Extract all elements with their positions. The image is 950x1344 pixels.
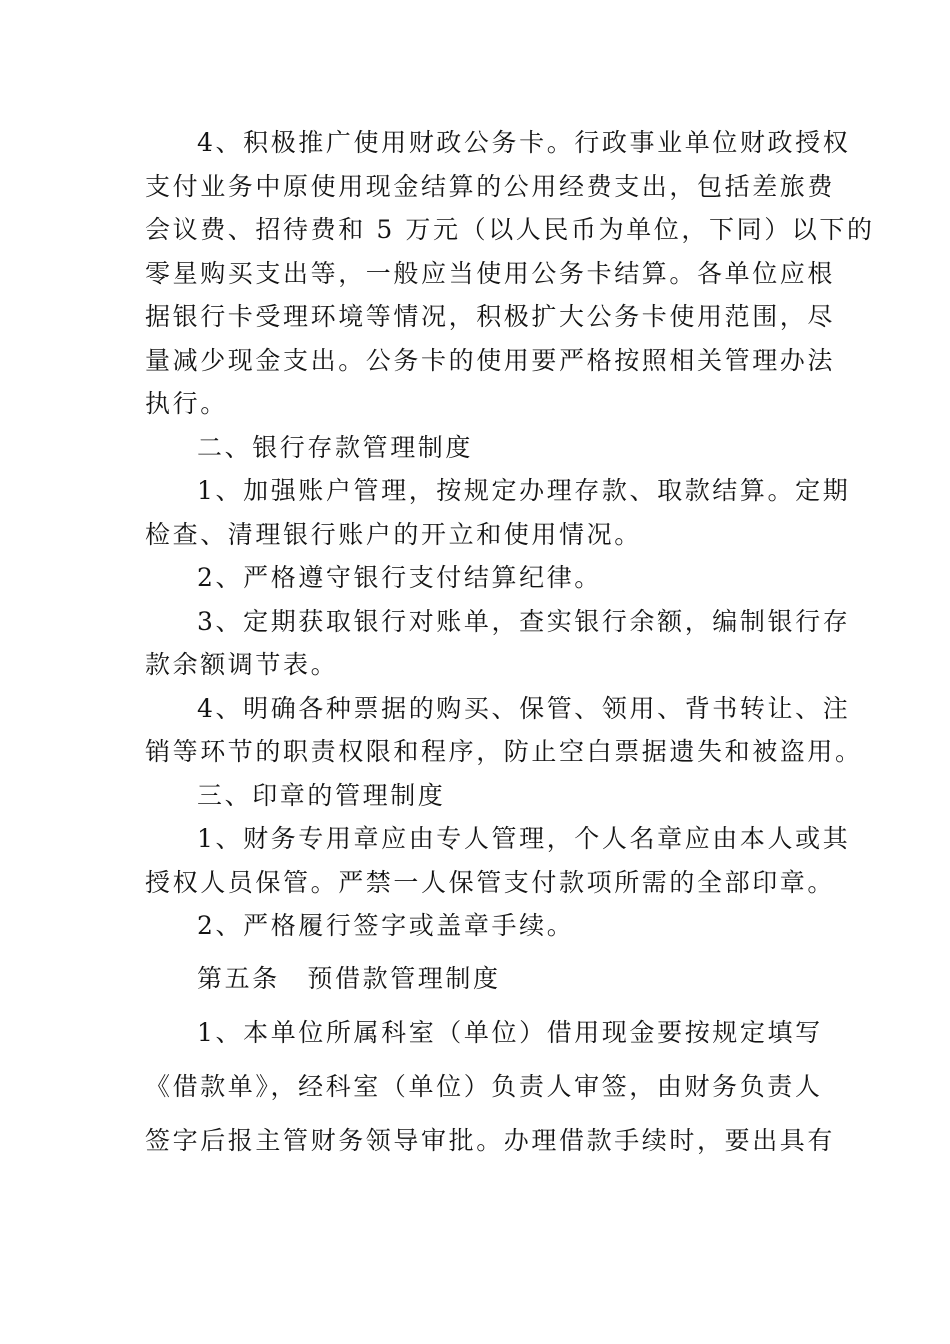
- text-line: 销等环节的职责权限和程序，防止空白票据遗失和被盗用。: [145, 737, 863, 766]
- heading-text: 二、银行存款管理制度: [197, 432, 474, 462]
- text-line: 授权人员保管。严禁一人保管支付款项所需的全部印章。: [145, 867, 836, 897]
- text-line: 检查、清理银行账户的开立和使用情况。: [145, 519, 642, 549]
- heading-text: 三、印章的管理制度: [197, 780, 446, 810]
- paragraph-loan-application: [145, 1010, 836, 1164]
- text-line: 量减少现金支出。公务卡的使用要严格按照相关管理办法: [145, 345, 836, 375]
- text-line: 1、财务专用章应由专人管理，个人名章应由本人或其: [197, 824, 851, 853]
- text-line: 1、本单位所属科室（单位）借用现金要按规定填写: [197, 1017, 823, 1047]
- text-line: 支付业务中原使用现金结算的公用经费支出，包括差旅费: [145, 171, 836, 201]
- paragraph-settlement-discipline: [145, 556, 810, 600]
- section-heading-bank-deposit: [145, 426, 810, 470]
- paragraph-account-management: [145, 469, 851, 556]
- paragraph-signature-procedure: [145, 904, 810, 948]
- text-line: 4、积极推广使用财政公务卡。行政事业单位财政授权: [197, 128, 851, 157]
- text-line: 3、定期获取银行对账单，查实银行余额，编制银行存: [197, 606, 851, 636]
- text-line: 执行。: [145, 389, 228, 418]
- document-body: [145, 121, 875, 1164]
- text-line: 《借款单》，经科室（单位）负责人审签，由财务负责人: [145, 1071, 823, 1101]
- section-heading-seal-management: [145, 774, 810, 818]
- heading-text: 第五条 预借款管理制度: [197, 963, 501, 993]
- text-line: 1、加强账户管理，按规定办理存款、取款结算。定期: [197, 476, 851, 505]
- paragraph-bank-statement: [145, 600, 851, 687]
- paragraph-public-card: [145, 121, 875, 426]
- paragraph-bills-management: [145, 687, 863, 774]
- text-line: 2、严格遵守银行支付结算纪律。: [197, 563, 602, 592]
- text-line: 零星购买支出等，一般应当使用公务卡结算。各单位应根: [145, 258, 836, 288]
- text-line: 签字后报主管财务领导审批。办理借款手续时，要出具有: [145, 1125, 836, 1155]
- text-line: 4、明确各种票据的购买、保管、领用、背书转让、注: [197, 693, 851, 723]
- article-heading-advance-loan: [145, 956, 810, 1002]
- paragraph-seal-custody: [145, 817, 851, 904]
- text-line: 款余额调节表。: [145, 650, 339, 679]
- text-line: 2、严格履行签字或盖章手续。: [197, 911, 575, 940]
- text-line: 据银行卡受理环境等情况，积极扩大公务卡使用范围，尽: [145, 302, 836, 331]
- text-line: 会议费、招待费和 5 万元（以人民币为单位，下同）以下的: [145, 215, 875, 244]
